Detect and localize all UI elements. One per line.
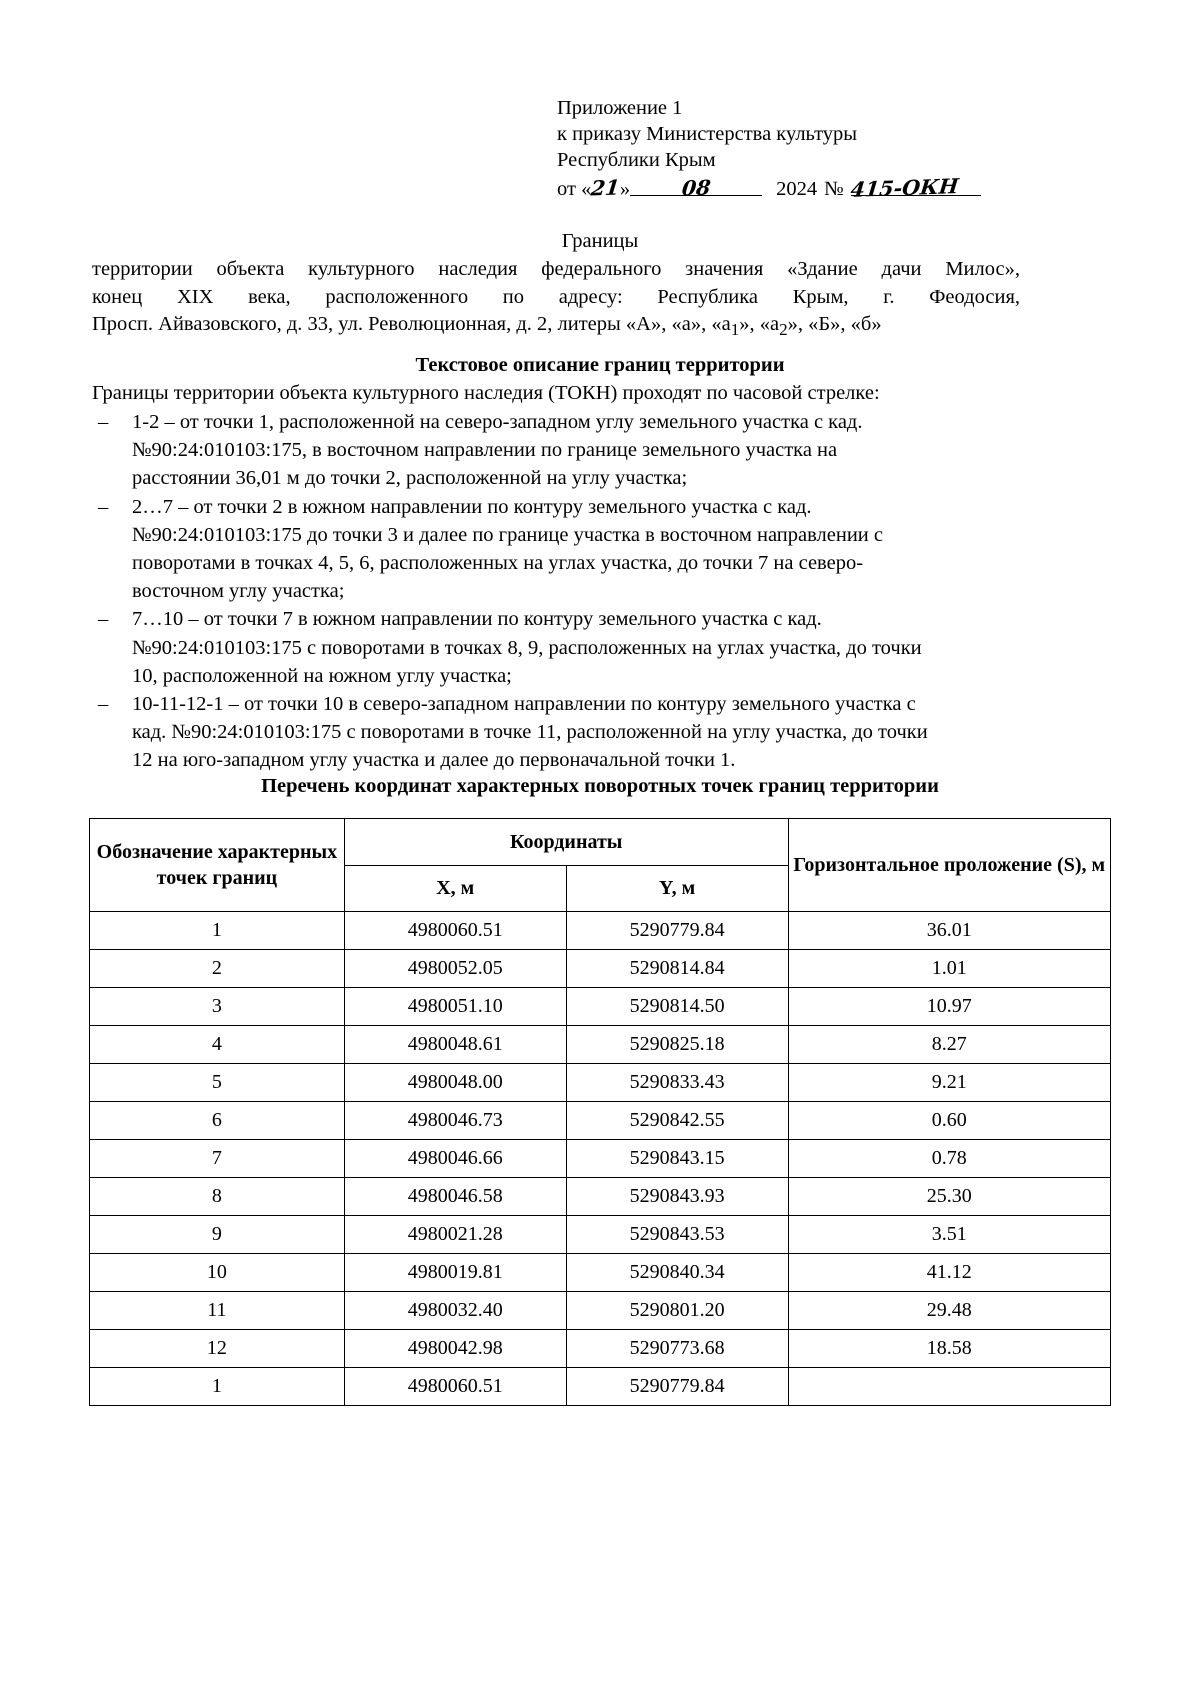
table-row <box>90 950 1111 988</box>
list-item-line: 12 на юго-западном углу участка и далее до первоначальной точки 1. <box>132 749 736 772</box>
list-item-line: №90:24:010103:175, в восточном направлении по границе земельного участка на <box>132 439 838 462</box>
cell-x: 4980052.05 <box>344 950 566 988</box>
column-header-coordinates: Координаты <box>344 819 788 866</box>
cell-point: 9 <box>90 1216 345 1254</box>
list-item-line: поворотами в точках 4, 5, 6, расположенных на углах участка, до точки 7 на северо- <box>132 552 864 575</box>
table-title: Перечень координат характерных поворотных точек границ территории <box>261 775 939 797</box>
cell-point: 6 <box>90 1102 345 1140</box>
cell-x: 4980051.10 <box>344 988 566 1026</box>
cell-span: 41.12 <box>788 1254 1110 1292</box>
object-description-line-1: территории объекта культурного наследия федерального значения «Здание дачи Милос», <box>92 258 1020 280</box>
cell-y: 5290842.55 <box>566 1102 788 1140</box>
bullet-dash-icon: – <box>98 608 109 631</box>
description-intro <box>92 380 1020 408</box>
column-header-y: Y, м <box>566 865 788 912</box>
list-item-line: №90:24:010103:175 с поворотами в точках 8, 9, расположенных на углах участка, до точки <box>132 636 922 659</box>
list-item-line: кад. №90:24:010103:175 с поворотами в точке 11, расположенной на углу участка, до точки <box>132 721 928 744</box>
cell-span: 25.30 <box>788 1178 1110 1216</box>
cell-y: 5290843.93 <box>566 1178 788 1216</box>
cell-point: 2 <box>90 950 345 988</box>
cell-x: 4980060.51 <box>344 1368 566 1406</box>
list-item-line: 10-11-12-1 – от точки 10 в северо-западном направлении по контуру земельного участка с <box>132 693 916 716</box>
object-description <box>92 256 1020 344</box>
cell-point: 4 <box>90 1026 345 1064</box>
appendix-number-line: Приложение 1 <box>557 97 683 119</box>
cell-span: 10.97 <box>788 988 1110 1026</box>
list-item-text <box>132 493 1020 606</box>
table-row <box>90 1330 1111 1368</box>
bullet-dash-icon: – <box>98 693 109 716</box>
cell-span: 1.01 <box>788 950 1110 988</box>
list-item-line: расстоянии 36,01 м до точки 2, расположенной на углу участка; <box>132 467 688 490</box>
cell-y: 5290814.50 <box>566 988 788 1026</box>
list-item <box>95 690 1020 775</box>
cell-x: 4980046.66 <box>344 1140 566 1178</box>
table-row <box>90 912 1111 950</box>
cell-x: 4980042.98 <box>344 1330 566 1368</box>
bullet-dash-icon: – <box>98 411 109 433</box>
table-row <box>90 1178 1111 1216</box>
cell-span: 8.27 <box>788 1026 1110 1064</box>
table-head <box>90 819 1111 912</box>
cell-y: 5290779.84 <box>566 912 788 950</box>
list-item-text <box>132 605 1020 690</box>
page-title: Границы <box>561 230 639 252</box>
table-body <box>90 912 1111 1406</box>
table-row <box>90 1140 1111 1178</box>
cell-y: 5290779.84 <box>566 1368 788 1406</box>
cell-x: 4980019.81 <box>344 1254 566 1292</box>
table-row <box>90 1292 1111 1330</box>
table-row <box>90 1064 1111 1102</box>
column-header-points: Обозначение характерных точек границ <box>90 819 345 912</box>
list-item-line: восточном углу участка; <box>132 580 345 603</box>
cell-span: 0.78 <box>788 1140 1110 1178</box>
list-item-line: 10, расположенной на южном углу участка; <box>132 664 512 687</box>
cell-y: 5290801.20 <box>566 1292 788 1330</box>
cell-span: 9.21 <box>788 1064 1110 1102</box>
cell-point: 12 <box>90 1330 345 1368</box>
list-item-line: №90:24:010103:175 до точки 3 и далее по границе участка в восточном направлении с <box>132 523 884 546</box>
date-prefix: от « <box>557 178 592 200</box>
list-item-text <box>132 690 1020 775</box>
cell-span: 29.48 <box>788 1292 1110 1330</box>
cell-point: 11 <box>90 1292 345 1330</box>
cell-span: 3.51 <box>788 1216 1110 1254</box>
list-item <box>95 493 1020 606</box>
number-label: № <box>824 178 844 200</box>
cell-x: 4980046.73 <box>344 1102 566 1140</box>
column-header-x: X, м <box>344 865 566 912</box>
table-row <box>90 1026 1111 1064</box>
date-year: 2024 <box>776 178 818 200</box>
cell-point: 10 <box>90 1254 345 1292</box>
appendix-header <box>557 95 1027 202</box>
boundary-segments-list <box>95 408 1020 775</box>
table-row <box>90 1254 1111 1292</box>
section-heading-text-description: Текстовое описание границ территории <box>415 354 785 376</box>
cell-x: 4980021.28 <box>344 1216 566 1254</box>
cell-x: 4980032.40 <box>344 1292 566 1330</box>
handwritten-month-field <box>630 175 762 201</box>
table-header-row <box>90 819 1111 866</box>
order-ministry-line: к приказу Министерства культуры <box>557 123 858 145</box>
description-intro-line: Границы территории объекта культурного наследия (ТОКН) проходят по часовой стрелке: <box>92 382 880 404</box>
cell-span: 36.01 <box>788 912 1110 950</box>
cell-x: 4980046.58 <box>344 1178 566 1216</box>
cell-y: 5290843.15 <box>566 1140 788 1178</box>
cell-span <box>788 1368 1110 1406</box>
bullet-dash-icon: – <box>98 495 109 518</box>
cell-y: 5290840.34 <box>566 1254 788 1292</box>
cell-y: 5290773.68 <box>566 1330 788 1368</box>
cell-span: 18.58 <box>788 1330 1110 1368</box>
cell-point: 5 <box>90 1064 345 1102</box>
list-item-line: 7…10 – от точки 7 в южном направлении по контуру земельного участка с кад. <box>132 608 822 631</box>
cell-y: 5290833.43 <box>566 1064 788 1102</box>
cell-x: 4980048.00 <box>344 1064 566 1102</box>
object-description-line-2: конец XIX века, расположенного по адресу: Республика Крым, г. Феодосия, <box>92 285 1020 308</box>
cell-y: 5290825.18 <box>566 1026 788 1064</box>
cell-span: 0.60 <box>788 1102 1110 1140</box>
list-item <box>95 408 1020 493</box>
cell-x: 4980060.51 <box>344 912 566 950</box>
cell-x: 4980048.61 <box>344 1026 566 1064</box>
table-row <box>90 1102 1111 1140</box>
column-header-span: Горизонтальное проложение (S), м <box>788 819 1110 912</box>
cell-y: 5290814.84 <box>566 950 788 988</box>
cell-point: 1 <box>90 1368 345 1406</box>
handwritten-order-number: 415-ОКН <box>849 174 960 202</box>
order-date-line <box>557 175 1027 202</box>
table-row <box>90 1216 1111 1254</box>
handwritten-day: 21 <box>590 175 622 201</box>
object-description-line-3: Просп. Айвазовского, д. 33, ул. Революционная, д. 2, литеры «А», «а», «$а_1$», «$а_2$», «Б», «б» <box>92 313 882 340</box>
list-item <box>95 605 1020 690</box>
cell-point: 1 <box>90 912 345 950</box>
republic-line: Республики Крым <box>557 149 716 171</box>
list-item-line: 2…7 – от точки 2 в южном направлении по контуру земельного участка с кад. <box>132 495 812 518</box>
table-row <box>90 1368 1111 1406</box>
cell-point: 8 <box>90 1178 345 1216</box>
cell-point: 3 <box>90 988 345 1026</box>
date-quote-close: » <box>619 178 631 200</box>
table-row <box>90 988 1111 1026</box>
handwritten-month: 08 <box>680 175 712 201</box>
handwritten-number-field <box>849 174 981 202</box>
cell-point: 7 <box>90 1140 345 1178</box>
list-item-text <box>132 408 1020 493</box>
coordinates-table <box>89 818 1111 1406</box>
list-item-line: 1-2 – от точки 1, расположенной на северо-западном углу земельного участка с кад. <box>132 411 863 433</box>
cell-y: 5290843.53 <box>566 1216 788 1254</box>
